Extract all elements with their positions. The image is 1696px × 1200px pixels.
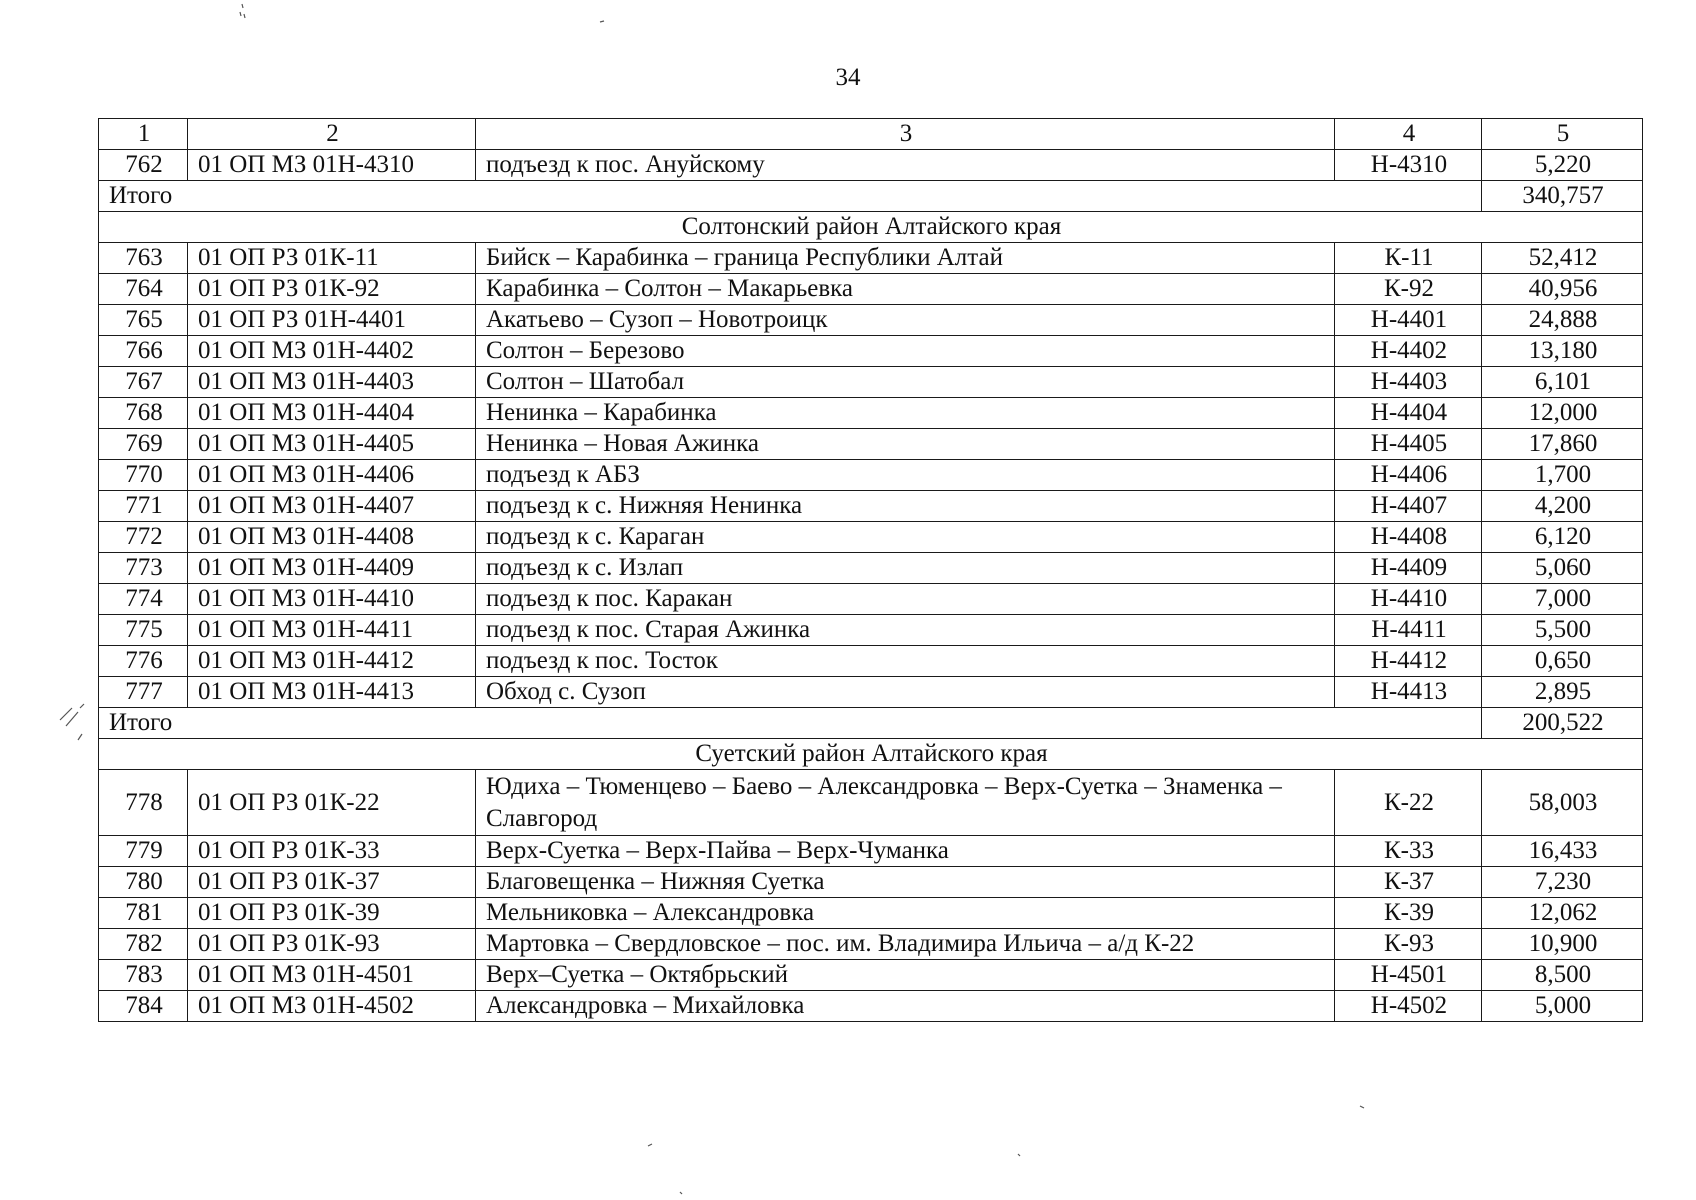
row-length: 13,180 — [1482, 336, 1643, 367]
row-road-code: Н-4403 — [1335, 367, 1482, 398]
row-number: 767 — [99, 367, 188, 398]
row-road-name: Акатьево – Сузоп – Новотроицк — [476, 305, 1335, 336]
total-row — [99, 708, 1643, 739]
row-registration-code: 01 ОП МЗ 01Н-4406 — [188, 460, 476, 491]
row-road-code: К-22 — [1335, 770, 1482, 836]
page-number: 34 — [835, 64, 861, 91]
row-length: 12,062 — [1482, 898, 1643, 929]
row-length: 16,433 — [1482, 836, 1643, 867]
table-row — [99, 243, 1643, 274]
row-registration-code: 01 ОП МЗ 01Н-4413 — [188, 677, 476, 708]
row-registration-code: 01 ОП РЗ 01К-22 — [188, 770, 476, 836]
row-number: 772 — [99, 522, 188, 553]
row-registration-code: 01 ОП МЗ 01Н-4501 — [188, 960, 476, 991]
row-number: 766 — [99, 336, 188, 367]
row-road-name: Карабинка – Солтон – Макарьевка — [476, 274, 1335, 305]
row-road-name: подъезд к с. Излап — [476, 553, 1335, 584]
header-col-4: 4 — [1335, 119, 1482, 150]
table-row — [99, 367, 1643, 398]
header-row — [99, 119, 1643, 150]
row-length: 6,120 — [1482, 522, 1643, 553]
row-registration-code: 01 ОП МЗ 01Н-4412 — [188, 646, 476, 677]
row-length: 58,003 — [1482, 770, 1643, 836]
row-road-code: К-93 — [1335, 929, 1482, 960]
row-road-name: Ненинка – Новая Ажинка — [476, 429, 1335, 460]
table-row — [99, 522, 1643, 553]
row-number: 762 — [99, 150, 188, 181]
row-road-code: Н-4401 — [1335, 305, 1482, 336]
row-road-code: Н-4407 — [1335, 491, 1482, 522]
table-row — [99, 646, 1643, 677]
row-road-code: Н-4411 — [1335, 615, 1482, 646]
row-road-name: подъезд к пос. Ануйскому — [476, 150, 1335, 181]
row-registration-code: 01 ОП РЗ 01К-37 — [188, 867, 476, 898]
row-number: 768 — [99, 398, 188, 429]
row-road-code: К-37 — [1335, 867, 1482, 898]
row-length: 1,700 — [1482, 460, 1643, 491]
row-road-code: Н-4310 — [1335, 150, 1482, 181]
row-length: 0,650 — [1482, 646, 1643, 677]
row-road-code: К-33 — [1335, 836, 1482, 867]
table-row — [99, 836, 1643, 867]
total-row — [99, 181, 1643, 212]
row-road-code: Н-4412 — [1335, 646, 1482, 677]
header-col-1: 1 — [99, 119, 188, 150]
table-row — [99, 398, 1643, 429]
table-row — [99, 460, 1643, 491]
section-title: Солтонский район Алтайского края — [99, 212, 1643, 243]
row-road-name: подъезд к с. Нижняя Ненинка — [476, 491, 1335, 522]
row-road-code: Н-4408 — [1335, 522, 1482, 553]
row-number: 771 — [99, 491, 188, 522]
row-length: 7,230 — [1482, 867, 1643, 898]
row-registration-code: 01 ОП РЗ 01К-33 — [188, 836, 476, 867]
row-length: 52,412 — [1482, 243, 1643, 274]
table-row — [99, 615, 1643, 646]
row-registration-code: 01 ОП МЗ 01Н-4403 — [188, 367, 476, 398]
row-road-code: Н-4502 — [1335, 991, 1482, 1022]
row-number: 780 — [99, 867, 188, 898]
total-label: Итого — [99, 708, 1482, 739]
row-length: 5,220 — [1482, 150, 1643, 181]
table-row — [99, 553, 1643, 584]
row-length: 17,860 — [1482, 429, 1643, 460]
row-road-name: подъезд к АБЗ — [476, 460, 1335, 491]
row-length: 10,900 — [1482, 929, 1643, 960]
table-row — [99, 491, 1643, 522]
row-number: 779 — [99, 836, 188, 867]
row-registration-code: 01 ОП МЗ 01Н-4404 — [188, 398, 476, 429]
table-row — [99, 429, 1643, 460]
row-road-code: Н-4405 — [1335, 429, 1482, 460]
section-row — [99, 739, 1643, 770]
row-registration-code: 01 ОП МЗ 01Н-4402 — [188, 336, 476, 367]
row-number: 769 — [99, 429, 188, 460]
row-road-name: Мельниковка – Александровка — [476, 898, 1335, 929]
table-row — [99, 305, 1643, 336]
row-number: 782 — [99, 929, 188, 960]
table-row — [99, 677, 1643, 708]
row-registration-code: 01 ОП РЗ 01К-39 — [188, 898, 476, 929]
row-road-code: К-11 — [1335, 243, 1482, 274]
row-length: 24,888 — [1482, 305, 1643, 336]
row-number: 764 — [99, 274, 188, 305]
row-length: 2,895 — [1482, 677, 1643, 708]
row-length: 40,956 — [1482, 274, 1643, 305]
row-road-code: Н-4404 — [1335, 398, 1482, 429]
row-road-code: Н-4402 — [1335, 336, 1482, 367]
table-row — [99, 274, 1643, 305]
header-col-3: 3 — [476, 119, 1335, 150]
row-road-name: Солтон – Шатобал — [476, 367, 1335, 398]
table-row — [99, 150, 1643, 181]
row-registration-code: 01 ОП МЗ 01Н-4411 — [188, 615, 476, 646]
row-number: 783 — [99, 960, 188, 991]
row-number: 763 — [99, 243, 188, 274]
row-registration-code: 01 ОП РЗ 01Н-4401 — [188, 305, 476, 336]
row-number: 777 — [99, 677, 188, 708]
row-road-name: подъезд к с. Караган — [476, 522, 1335, 553]
row-road-name: подъезд к пос. Тосток — [476, 646, 1335, 677]
row-road-name: Обход с. Сузоп — [476, 677, 1335, 708]
row-registration-code: 01 ОП МЗ 01Н-4407 — [188, 491, 476, 522]
total-value: 340,757 — [1482, 181, 1643, 212]
table-row — [99, 991, 1643, 1022]
row-length: 5,060 — [1482, 553, 1643, 584]
row-road-name: Верх-Суетка – Верх-Пайва – Верх-Чуманка — [476, 836, 1335, 867]
row-registration-code: 01 ОП МЗ 01Н-4310 — [188, 150, 476, 181]
total-value: 200,522 — [1482, 708, 1643, 739]
table-body — [99, 119, 1643, 1022]
row-registration-code: 01 ОП РЗ 01К-92 — [188, 274, 476, 305]
row-road-name: Солтон – Березово — [476, 336, 1335, 367]
table-row — [99, 960, 1643, 991]
total-label: Итого — [99, 181, 1482, 212]
row-road-name: Благовещенка – Нижняя Суетка — [476, 867, 1335, 898]
row-road-code: Н-4501 — [1335, 960, 1482, 991]
row-number: 774 — [99, 584, 188, 615]
row-number: 773 — [99, 553, 188, 584]
row-number: 784 — [99, 991, 188, 1022]
row-registration-code: 01 ОП МЗ 01Н-4502 — [188, 991, 476, 1022]
row-registration-code: 01 ОП РЗ 01К-11 — [188, 243, 476, 274]
row-number: 770 — [99, 460, 188, 491]
row-length: 5,500 — [1482, 615, 1643, 646]
row-road-name: Юдиха – Тюменцево – Баево – Александровка – Верх-Суетка – Знаменка – Славгород — [476, 770, 1335, 836]
table-row — [99, 898, 1643, 929]
section-title: Суетский район Алтайского края — [99, 739, 1643, 770]
row-road-name: подъезд к пос. Каракан — [476, 584, 1335, 615]
row-length: 6,101 — [1482, 367, 1643, 398]
row-road-code: К-39 — [1335, 898, 1482, 929]
row-road-name: Бийск – Карабинка – граница Республики Алтай — [476, 243, 1335, 274]
row-road-code: К-92 — [1335, 274, 1482, 305]
section-row — [99, 212, 1643, 243]
table-row — [99, 929, 1643, 960]
row-number: 781 — [99, 898, 188, 929]
row-road-name: Ненинка – Карабинка — [476, 398, 1335, 429]
row-registration-code: 01 ОП МЗ 01Н-4408 — [188, 522, 476, 553]
row-road-code: Н-4413 — [1335, 677, 1482, 708]
row-length: 8,500 — [1482, 960, 1643, 991]
row-registration-code: 01 ОП РЗ 01К-93 — [188, 929, 476, 960]
header-col-5: 5 — [1482, 119, 1643, 150]
header-col-2: 2 — [188, 119, 476, 150]
row-number: 765 — [99, 305, 188, 336]
roads-table — [98, 118, 1643, 1022]
table-row — [99, 867, 1643, 898]
row-registration-code: 01 ОП МЗ 01Н-4409 — [188, 553, 476, 584]
row-number: 778 — [99, 770, 188, 836]
table-row — [99, 336, 1643, 367]
table-row — [99, 770, 1643, 836]
row-length: 5,000 — [1482, 991, 1643, 1022]
row-registration-code: 01 ОП МЗ 01Н-4410 — [188, 584, 476, 615]
table-row — [99, 584, 1643, 615]
row-road-name: подъезд к пос. Старая Ажинка — [476, 615, 1335, 646]
row-road-name: Верх–Суетка – Октябрьский — [476, 960, 1335, 991]
row-road-code: Н-4410 — [1335, 584, 1482, 615]
row-length: 4,200 — [1482, 491, 1643, 522]
row-number: 775 — [99, 615, 188, 646]
row-number: 776 — [99, 646, 188, 677]
row-road-name: Мартовка – Свердловское – пос. им. Владимира Ильича – а/д К-22 — [476, 929, 1335, 960]
row-length: 12,000 — [1482, 398, 1643, 429]
row-road-code: Н-4406 — [1335, 460, 1482, 491]
row-registration-code: 01 ОП МЗ 01Н-4405 — [188, 429, 476, 460]
row-road-code: Н-4409 — [1335, 553, 1482, 584]
row-length: 7,000 — [1482, 584, 1643, 615]
row-road-name: Александровка – Михайловка — [476, 991, 1335, 1022]
